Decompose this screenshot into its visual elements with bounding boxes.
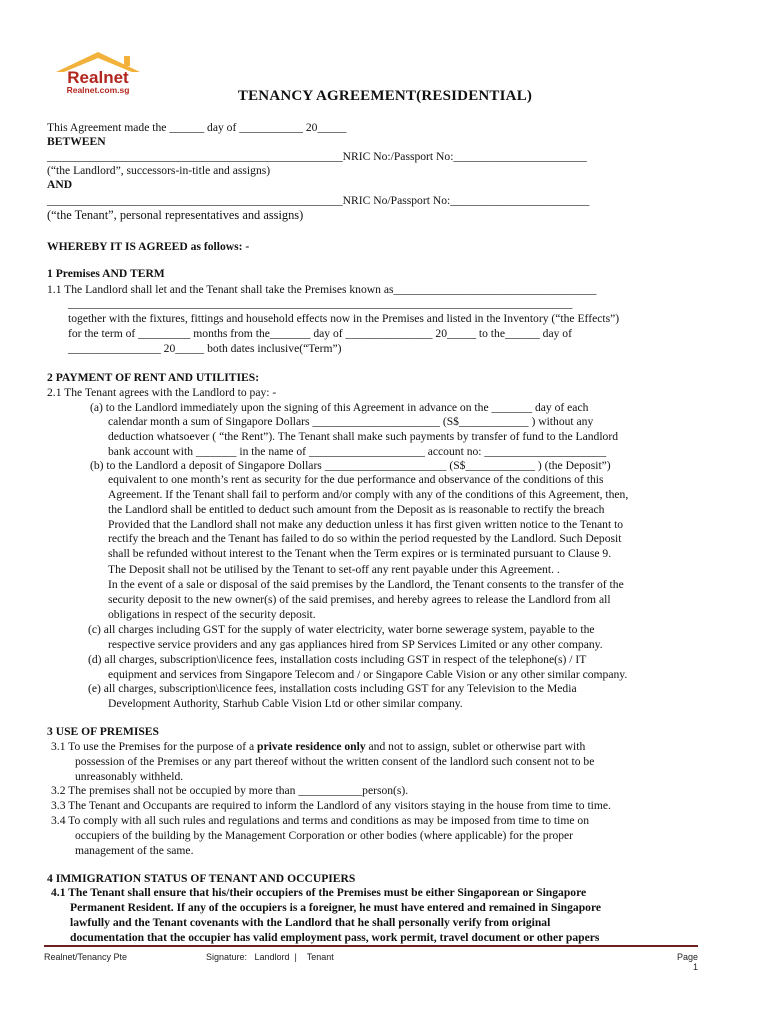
clause-2-1-b-line-3: Agreement. If the Tenant shall fail to perform and/or comply with any of the conditions of this Agreement, then,: [108, 488, 629, 501]
clause-3-1-pre: 3.1 To use the Premises for the purpose of a: [51, 740, 258, 753]
tenant-name-line: ___________________________________________________NRIC No/Passport No:________________________: [47, 194, 590, 207]
clause-3-1-post: and not to assign, sublet or otherwise part with: [365, 740, 586, 753]
clause-2-1-b-line-11: obligations in respect of the security deposit.: [108, 608, 316, 621]
clause-2-1-b-line-1: (b) to the Landlord a deposit of Singapore Dollars _____________________ (S$____________ ) (the Deposit”): [90, 459, 611, 472]
clause-2-1-b-line-10: security deposit to the new owner(s) of the said premises, and hereby agrees to release the Landlord from all: [108, 593, 611, 606]
footer-divider: [44, 945, 698, 947]
clause-3-4-line-1: 3.4 To comply with all such rules and regulations and terms and conditions as may be imposed from time to time on: [51, 814, 589, 827]
logo-domain: Realnet.com.sg: [66, 85, 130, 95]
clause-2-1-b-line-8: The Deposit shall not be utilised by the Tenant to set-off any rent payable under this Agreement. .: [108, 563, 560, 576]
clause-3-2: 3.2 The premises shall not be occupied by more than ___________person(s).: [51, 784, 409, 797]
clause-2-1: 2.1 The Tenant agrees with the Landlord to pay: -: [47, 386, 277, 399]
clause-4-1-line-1: 4.1 The Tenant shall ensure that his/their occupiers of the Premises must be either Singaporean or Singapore: [51, 886, 587, 899]
clause-2-1-b-line-5: Provided that the Landlord shall not make any deduction unless it has first given written notice to the Tenant to: [108, 518, 624, 531]
section-4-heading: 4 IMMIGRATION STATUS OF TENANT AND OCCUPIERS: [47, 872, 356, 885]
whereby-heading: WHEREBY IT IS AGREED as follows: -: [47, 240, 250, 253]
clause-2-1-e-line-2: Development Authority, Starhub Cable Vision Ltd or other similar company.: [108, 697, 463, 710]
and-heading: AND: [47, 178, 73, 191]
clause-2-1-a-line-4: bank account with _______ in the name of ____________________ account no: _____________________: [108, 445, 607, 458]
clause-4-1-line-2: Permanent Resident. If any of the occupiers is a foreigner, he must have entered and remained in Singapore: [70, 901, 602, 914]
clause-3-3: 3.3 The Tenant and Occupants are required to inform the Landlord of any visitors staying in the house from time to time.: [51, 799, 611, 812]
landlord-caption: (“the Landlord”, successors-in-title and assigns): [47, 164, 271, 177]
landlord-name-line: ___________________________________________________NRIC No:/Passport No:_______________________: [47, 150, 587, 163]
clause-2-1-a-line-3: deduction whatsoever ( “the Rent”). The Tenant shall make such payments by transfer of fund to the Landlord: [108, 430, 619, 443]
clause-2-1-b-line-6: rectify the breach and the Tenant has failed to do so within the period requested by the Landlord. Such Deposit: [108, 532, 622, 545]
section-3-heading: 3 USE OF PREMISES: [47, 725, 159, 738]
clause-1-1-line-5: ________________ 20_____ both dates inclusive(“Term”): [68, 342, 342, 355]
clause-2-1-b-line-4: the Landlord shall be entitled to deduct such amount from the Deposit as is reasonable to rectify the breach: [108, 503, 605, 516]
footer-page-number: Page 1: [676, 952, 698, 972]
clause-2-1-d-line-2: equipment and services from Singapore Telecom and / or Singapore Cable Vision or any other similar company.: [108, 668, 628, 681]
section-1-heading: 1 Premises AND TERM: [47, 267, 165, 280]
clause-2-1-c-line-1: (c) all charges including GST for the supply of water electricity, water borne sewerage system, payable to the: [88, 623, 595, 636]
clause-3-4-line-2: occupiers of the building by the Management Corporation or other bodies (where applicable) for the proper: [75, 829, 574, 842]
clause-2-1-b-line-2: equivalent to one month’s rent as security for the due performance and observance of the conditions of this: [108, 473, 604, 486]
logo-word: Realnet: [67, 68, 129, 87]
clause-3-1-line-3: unreasonably withheld.: [75, 770, 184, 783]
clause-3-1-bold: private residence only: [257, 740, 366, 753]
clause-1-1-line-2: _______________________________________________________________________________________: [68, 297, 573, 310]
clause-2-1-a-line-2: calendar month a sum of Singapore Dollars ______________________ (S$____________ ) without any: [108, 415, 594, 428]
between-heading: BETWEEN: [47, 135, 106, 148]
clause-1-1-line-3: together with the fixtures, fittings and household effects now in the Premises and listed in the Inventory (“the Effects”): [68, 312, 620, 325]
clause-2-1-d-line-1: (d) all charges, subscription\licence fees, installation costs including GST in respect of the telephone(s) / IT: [88, 653, 587, 666]
clause-2-1-c-line-2: respective service providers and any gas appliances hired from SP Services Limited or any other company.: [108, 638, 603, 651]
tenant-caption: (“the Tenant”, personal representatives and assigns): [47, 208, 304, 222]
clause-2-1-b-line-7: shall be refunded without interest to the Tenant when the Term expires or is terminated pursuant to Clause 9.: [108, 547, 612, 560]
clause-3-4-line-3: management of the same.: [75, 844, 194, 857]
footer-company: Realnet/Tenancy Pte: [44, 952, 128, 962]
clause-4-1-line-4: documentation that the occupier has valid employment pass, work permit, travel document or other papers: [70, 931, 600, 944]
agreement-date-line: This Agreement made the ______ day of ___________ 20_____: [47, 121, 347, 134]
clause-2-1-a-line-1: (a) to the Landlord immediately upon the signing of this Agreement in advance on the _______ day of each: [90, 401, 589, 414]
document-title: TENANCY AGREEMENT(RESIDENTIAL): [237, 88, 533, 104]
clause-1-1-line-4: for the term of _________ months from the_______ day of _______________ 20_____ to the______ day of: [68, 327, 572, 340]
clause-2-1-e-line-1: (e) all charges, subscription\licence fees, installation costs including GST for any Television to the Media: [88, 682, 577, 695]
footer-signature: Signature: Landlord | Tenant: [206, 952, 334, 962]
clause-1-1-line-1: 1.1 The Landlord shall let and the Tenant shall take the Premises known as___________________________________: [47, 283, 597, 296]
section-2-heading: 2 PAYMENT OF RENT AND UTILITIES:: [47, 371, 260, 384]
clause-3-1-line-1: [51, 740, 585, 754]
clause-3-1-line-2: possession of the Premises or any part thereof without the written consent of the landlord such consent not to be: [75, 755, 595, 768]
clause-2-1-b-line-9: In the event of a sale or disposal of the said premises by the Landlord, the Tenant consents to the transfer of the: [108, 578, 624, 591]
clause-4-1-line-3: lawfully and the Tenant covenants with the Landlord that he shall personally verify from original: [70, 916, 551, 929]
